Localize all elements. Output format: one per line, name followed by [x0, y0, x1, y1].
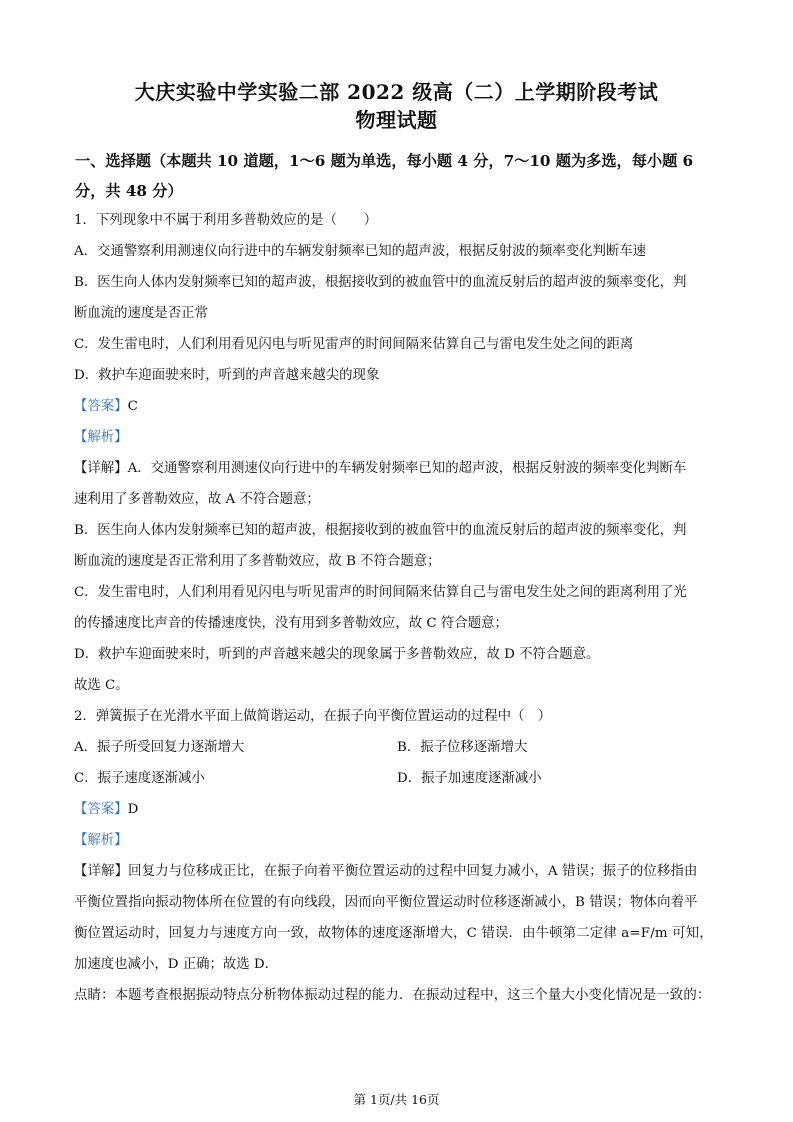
section-heading: 一、选择题（本题共 10 道题，1～6 题为单选，每小题 4 分，7～10 题为多选，每小题 6 分，共 48 分）	[75, 152, 694, 200]
q1-option-c: C．发生雷电时，人们利用看见闪电与听见雷声的时间间隔来估算自己与雷电发生处之间的距离	[74, 337, 634, 352]
q1-detail-line5: C．发生雷电时，人们利用看见闪电与听见雷声的时间间隔来估算自己与雷电发生处之间的距离利用了光	[74, 585, 687, 600]
q1-analysis	[74, 428, 722, 459]
q2-option-c: C．振子速度逐渐减小	[74, 771, 205, 786]
q2-stem: 2．弹簧振子在光滑水平面上做简谐运动，在振子向平衡位置运动的过程中（ ）	[74, 709, 552, 724]
answer-tag: 【答案】	[74, 802, 128, 817]
q1-detail-line2: 速利用了多普勒效应，故 A 不符合题意；	[74, 492, 320, 507]
answer-value: D	[127, 802, 139, 817]
q2-detail-line3: 衡位置运动时，回复力与速度方向一致，故物体的速度逐渐增大，C 错误．由牛顿第二定律 a=F/m 可知，	[74, 926, 713, 941]
detail-text: A．交通警察利用测速仪向行进中的车辆发射频率已知的超声波，根据反射波的频率变化判断车	[127, 461, 687, 476]
q2-answer	[74, 800, 722, 831]
q2-options-row2	[74, 769, 722, 800]
q2-detail-line4: 加速度也减小，D 正确；故选 D．	[74, 957, 279, 972]
q1-detail-line3: B．医生向人体内发射频率已知的超声波，根据接收到的被血管中的血流反射后的超声波的频率变化，判	[74, 523, 687, 538]
q2-option-d: D．振子加速度逐渐减小	[397, 771, 542, 786]
page-footer: 第 1页/共 16页	[353, 1092, 440, 1107]
answer-value: C	[127, 399, 138, 414]
q2-comment: 点睛：本题考查根据振动特点分析物体振动过程的能力．在振动过程中，这三个量大小变化情况是一致的：	[74, 988, 711, 1003]
q1-option-a: A．交通警察利用测速仪向行进中的车辆发射频率已知的超声波，根据反射波的频率变化判断车速	[74, 244, 647, 259]
q2-option-a: A．振子所受回复力逐渐增大	[74, 740, 245, 755]
analysis-tag: 【解析】	[74, 430, 128, 445]
q1-detail-line7: D．救护车迎面驶来时，听到的声音越来越尖的现象属于多普勒效应，故 D 不符合题意。	[74, 647, 600, 662]
q1-detail-line4: 断血流的速度是否正常利用了多普勒效应，故 B 不符合题意；	[74, 554, 441, 569]
q1-answer	[74, 397, 722, 428]
detail-tag: 【详解】	[74, 864, 129, 879]
q2-analysis	[74, 831, 722, 862]
answer-tag: 【答案】	[74, 399, 128, 414]
question-content	[74, 211, 722, 1017]
q2-option-b: B．振子位移逐渐增大	[397, 740, 528, 755]
detail-tag: 【详解】	[74, 461, 128, 476]
q1-option-b-line2: 断血流的速度是否正常	[74, 306, 208, 321]
detail-text: 回复力与位移成正比，在振子向着平衡位置运动的过程中回复力减小，A 错误；振子的位移指由	[128, 864, 698, 879]
q1-stem: 1．下列现象中不属于利用多普勒效应的是（ ）	[74, 213, 378, 228]
q1-option-b-line1: B．医生向人体内发射频率已知的超声波，根据接收到的被血管中的血流反射后的超声波的频率变化，判	[74, 275, 687, 290]
exam-title: 大庆实验中学实验二部 2022 级高（二）上学期阶段考试	[134, 80, 659, 104]
q1-option-d: D．救护车迎面驶来时，听到的声音越来越尖的现象	[74, 368, 380, 383]
exam-subtitle: 物理试题	[355, 108, 438, 132]
q2-detail-line2: 平衡位置指向振动物体所在位置的有向线段，因而向平衡位置运动时位移逐渐减小，B 错误；物体向着平	[74, 895, 698, 910]
q2-detail-line1	[74, 862, 722, 893]
q2-options-row1	[74, 738, 722, 769]
q1-detail-line1	[74, 459, 722, 490]
q1-detail-line6: 的传播速度比声音的传播速度快，没有用到多普勒效应，故 C 符合题意；	[74, 616, 508, 631]
q1-conclusion: 故选 C。	[74, 678, 129, 693]
analysis-tag: 【解析】	[74, 833, 128, 848]
